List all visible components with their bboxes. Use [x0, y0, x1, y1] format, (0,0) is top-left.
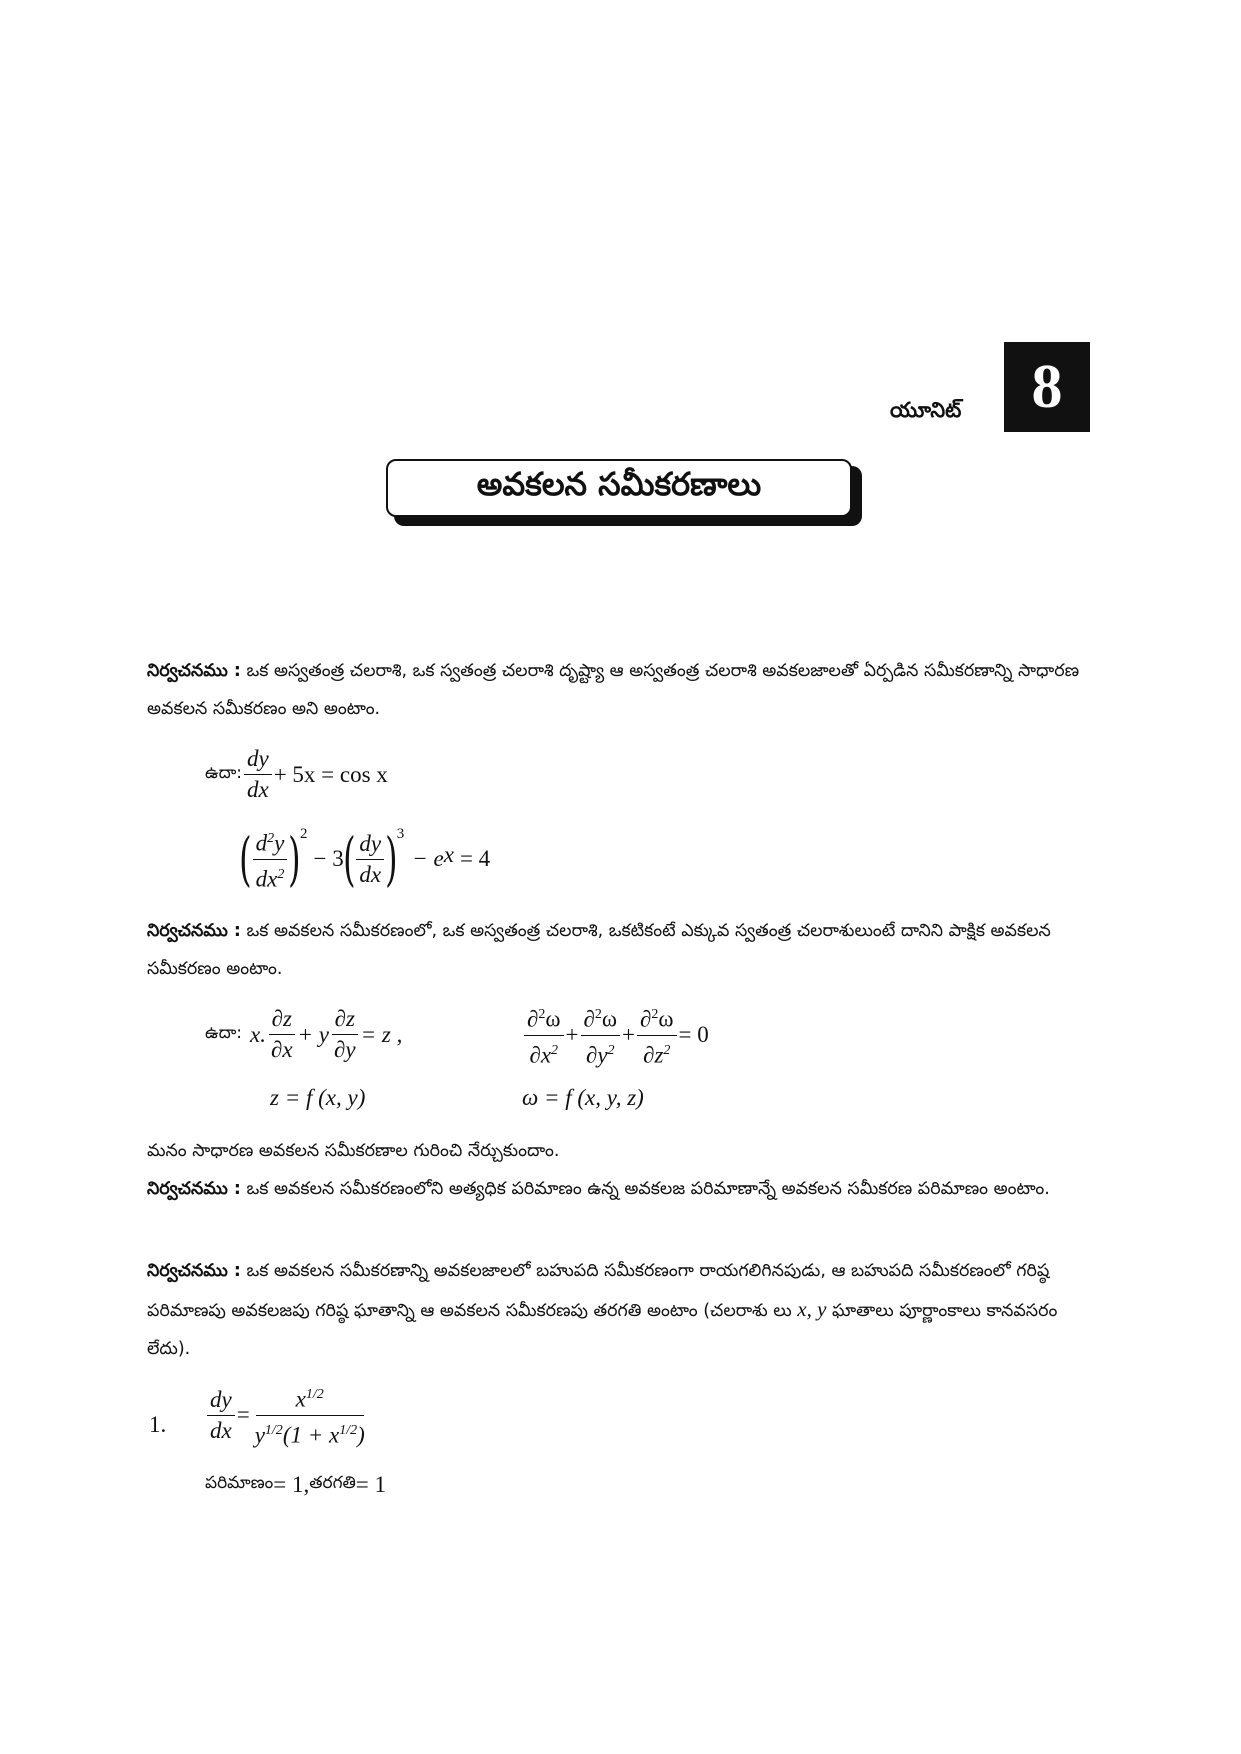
equation-rest: + 5x = cos x [273, 761, 388, 787]
plus-y: + y [297, 1021, 330, 1047]
sup: 2 [663, 1042, 671, 1058]
sup: 2 [277, 866, 285, 882]
d: d [255, 830, 268, 856]
denominator: ∂y [334, 1037, 356, 1062]
lead: x. [249, 1021, 266, 1047]
sup: 2 [594, 1007, 602, 1022]
definition-term: నిర్వచనము : [147, 1179, 241, 1199]
partial: ∂ [583, 1006, 595, 1032]
definition-text-b: ఘాతాలు పూర్ణాంకాలు కానవసరం లేదు). [147, 1301, 1058, 1359]
fraction-dy-dx [356, 831, 384, 888]
example-3-line2: z = f (x, y) [270, 1085, 366, 1110]
chapter-title: అవకలన సమీకరణాలు [386, 459, 852, 517]
omega: ω [601, 1006, 618, 1032]
dy: ∂y [585, 1042, 608, 1068]
unit-number-badge: 8 [1004, 342, 1090, 432]
denominator: ∂x [270, 1037, 293, 1062]
definition-order [147, 1170, 1089, 1208]
omega: ω [658, 1006, 674, 1032]
example-1 [205, 746, 388, 803]
numerator: ∂z [332, 1006, 358, 1035]
order-value: = 1, [273, 1472, 310, 1497]
definition-text: ఒక అవకలన సమీకరణంలోని అత్యధిక పరిమాణం ఉన్న అవకలజ పరిమాణాన్నే అవకలన సమీకరణ పరిమాణం అంటాం. [240, 1179, 1050, 1199]
example-4 [522, 1002, 709, 1068]
equals-z: = z , [360, 1021, 403, 1047]
degree-value: = 1 [355, 1472, 387, 1497]
definition-degree [147, 1252, 1089, 1368]
fraction-rhs [252, 1382, 368, 1448]
sup: 2 [538, 1007, 546, 1022]
example-3 [205, 1006, 402, 1063]
power: 2 [300, 826, 308, 842]
minus-three: − 3 [313, 846, 344, 872]
item-1-result [205, 1472, 386, 1498]
denominator: dx [210, 1417, 232, 1443]
definition-term: నిర్వచనము : [147, 921, 241, 941]
definition-ordinary-de [147, 652, 1089, 728]
example-prefix: ఉదా: [205, 1022, 242, 1043]
fraction-d2y-dx2 [253, 826, 288, 892]
learning-sentence: మనం సాధారణ అవకలన సమీకరణాల గురించి నేర్చుకుందాం. [147, 1141, 560, 1161]
partial: ∂ [640, 1006, 652, 1032]
definition-partial-de [147, 912, 1089, 988]
fraction-dz-dy [331, 1006, 359, 1063]
fraction-d2w-dz2 [637, 1002, 677, 1068]
definition-term: నిర్వచనము : [147, 1261, 241, 1281]
equals: = [236, 1402, 250, 1428]
definition-text-a: ఒక అవకలన సమీకరణాన్ని అవకలజాలలో బహుపది సమీకరణంగా రాయగలిగినపుడు, ఆ బహుపది సమీకరణంలో గరిష్ఠ పరిమాణపు అవకలజపు గరిష్ఠ ఘాతాన్ని ఆ అవకలన సమీకరణపు తరగతి అంటాం (చలరాశు లు [147, 1261, 1050, 1321]
y: y [254, 1422, 265, 1448]
numerator: dy [207, 1387, 235, 1416]
fraction-dy-dx [244, 746, 272, 803]
sup: 2 [267, 831, 275, 846]
plus: + [622, 1022, 635, 1048]
definition-vars: x, y [797, 1297, 827, 1321]
plus: + [565, 1022, 579, 1048]
right-paren: ) [288, 825, 301, 894]
left-paren: ( [342, 825, 356, 894]
sup: 1/2 [264, 1422, 283, 1438]
sup: 2 [551, 1042, 559, 1058]
definition-text: ఒక అవకలన సమీకరణంలో, ఒక అస్వతంత్ర చలరాశి, ఒకటికంటే ఎక్కువ స్వతంత్ర చలరాశులుంటే దానిని పాక్షిక అవకలన సమీకరణం అంటాం. [147, 921, 1051, 979]
definition-text: ఒక అస్వతంత్ర చలరాశి, ఒక స్వతంత్ర చలరాశి దృష్ట్యా ఆ అస్వతంత్ర చలరాశి అవకలజాలతో ఏర్పడిన సమీకరణాన్ని సాధారణ అవకలన సమీకరణం అని అంటాం. [147, 661, 1080, 719]
sup: 2 [607, 1042, 615, 1058]
dz: ∂z [643, 1042, 664, 1068]
denominator: dx [246, 777, 269, 802]
item-index: 1. [149, 1412, 167, 1437]
partial: ∂ [527, 1006, 539, 1032]
item-1-equation [205, 1382, 370, 1448]
numerator: dy [356, 831, 384, 860]
right-paren: ) [385, 825, 398, 894]
equals-zero: = 0 [678, 1022, 709, 1048]
example-2 [240, 826, 490, 892]
denominator: dx [359, 861, 382, 887]
fraction-dy-dx [207, 1387, 235, 1444]
definition-term: నిర్వచనము : [147, 661, 241, 681]
sup: 1/2 [339, 1422, 358, 1438]
order-label: పరిమాణం [205, 1473, 274, 1493]
y: y [274, 830, 285, 856]
sup: 1/2 [305, 1387, 324, 1402]
fraction-dz-dx [268, 1006, 296, 1063]
fraction-d2w-dy2 [581, 1002, 621, 1068]
left-paren: ( [239, 825, 252, 894]
dx: dx [255, 866, 278, 892]
x: x [295, 1386, 306, 1412]
fraction-d2w-dx2 [524, 1002, 564, 1068]
dx: ∂x [529, 1042, 552, 1068]
omega: ω [545, 1006, 561, 1032]
tail: − e [412, 846, 444, 872]
example-prefix: ఉదా: [205, 762, 242, 783]
one-plus-x: (1 + x [282, 1422, 340, 1448]
close-paren: ) [357, 1422, 365, 1448]
numerator: ∂z [269, 1006, 295, 1035]
sup: 2 [651, 1007, 659, 1022]
example-4-line2: ω = f (x, y, z) [522, 1085, 644, 1110]
tail-sup: x [443, 842, 454, 867]
degree-label: తరగతి [309, 1473, 356, 1493]
numerator: dy [244, 746, 272, 775]
power: 3 [396, 826, 405, 842]
unit-label: యూనిట్ [890, 398, 962, 422]
equals-four: = 4 [459, 846, 491, 872]
